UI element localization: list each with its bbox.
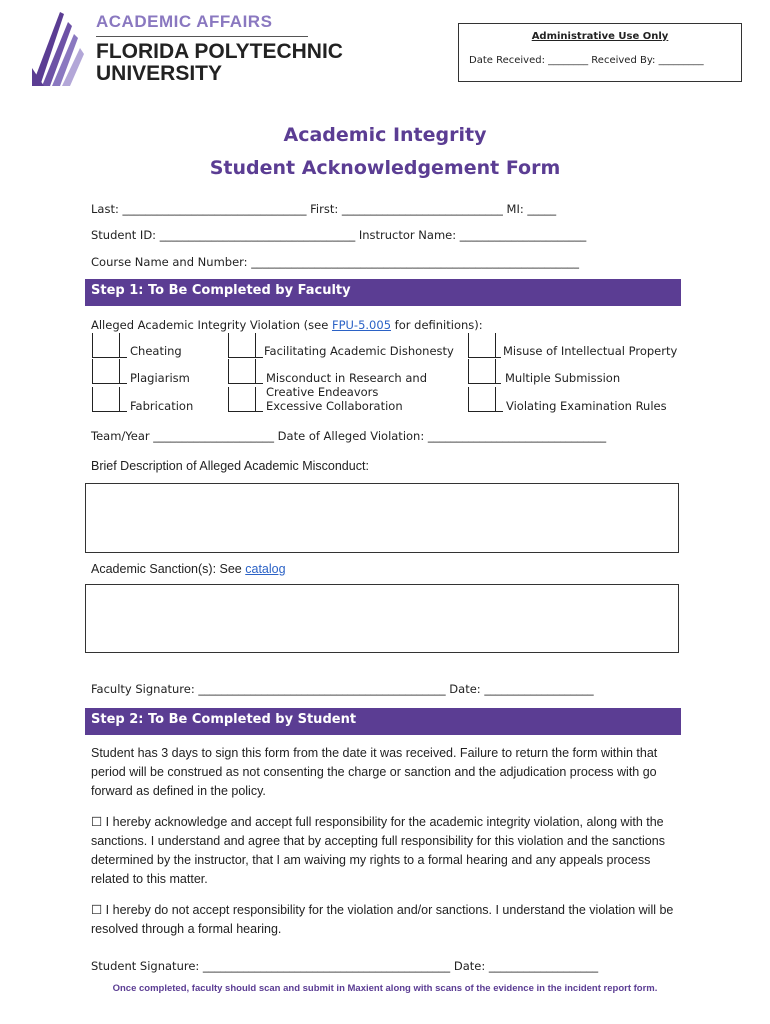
- catalog-link[interactable]: catalog: [245, 562, 286, 576]
- step1-header-label: Step 1: To Be Completed by Faculty: [91, 283, 351, 298]
- option-fabrication-label: Fabrication: [130, 399, 194, 413]
- option-misconduct-label-cont: Creative Endeavors: [266, 385, 379, 399]
- description-label: Brief Description of Alleged Academic Misconduct:: [91, 459, 369, 473]
- sanction-prefix: Academic Sanction(s): See: [91, 562, 246, 576]
- faculty-signature-fields[interactable]: Faculty Signature: ___________________________________________ Date: ___________________: [91, 682, 594, 696]
- course-field[interactable]: Course Name and Number: _________________________________________________________: [91, 255, 579, 269]
- checkbox-multiple-submission[interactable]: [468, 359, 496, 384]
- violation-suffix: for definitions):: [391, 318, 483, 332]
- option-collaboration-label: Excessive Collaboration: [266, 399, 403, 413]
- step2-header: [85, 708, 681, 735]
- team-date-fields[interactable]: Team/Year _____________________ Date of Alleged Violation: _______________________________: [91, 429, 607, 443]
- sanction-label: [91, 562, 286, 576]
- checkbox-underline: [255, 383, 263, 384]
- checkbox-fabrication[interactable]: [92, 387, 120, 412]
- accept-responsibility-option[interactable]: ☐ I hereby acknowledge and accept full responsibility for the academic integrity violation, along with the sanctions. I understand and agree that by accepting full responsibility for this violation and the sanctions determined by the instructor, that I am waiving my rights to a formal hearing and any appeals process related to this matter.: [91, 815, 665, 886]
- form-title: Academic Integrity: [283, 124, 487, 146]
- sanction-textarea[interactable]: [85, 584, 679, 653]
- student-signature-fields[interactable]: Student Signature: ___________________________________________ Date: ___________________: [91, 959, 599, 973]
- checkbox-underline: [255, 357, 263, 358]
- checkbox-misuse[interactable]: [468, 333, 496, 358]
- form-subtitle: Student Acknowledgement Form: [209, 157, 561, 179]
- option-misconduct-label: Misconduct in Research and: [266, 371, 428, 385]
- step1-header: [85, 279, 681, 306]
- checkbox-collaboration[interactable]: [228, 387, 256, 412]
- logo-university-word: UNIVERSITY: [96, 62, 223, 85]
- option-multiple-label: Multiple Submission: [505, 371, 621, 385]
- logo-university-name: FLORIDA POLYTECHNIC: [96, 40, 343, 63]
- checkbox-underline: [495, 383, 501, 384]
- checkbox-underline: [495, 357, 501, 358]
- footer-instructions: Once completed, faculty should scan and submit in Maxient along with scans of the evidence in the incident report form.: [112, 983, 658, 994]
- option-cheating-label: Cheating: [130, 344, 182, 358]
- admin-use-box: [458, 23, 742, 82]
- admin-use-title: Administrative Use Only: [531, 31, 669, 42]
- checkbox-underline: [119, 357, 127, 358]
- option-exam-label: Violating Examination Rules: [506, 399, 667, 413]
- checkbox-cheating[interactable]: [92, 333, 120, 358]
- option-plagiarism-label: Plagiarism: [130, 371, 190, 385]
- policy-link[interactable]: FPU-5.005: [331, 318, 392, 332]
- checkbox-underline: [255, 411, 263, 412]
- university-logo-icon: [30, 8, 86, 88]
- logo-divider: [96, 36, 308, 37]
- violation-prompt: [91, 318, 483, 332]
- violation-prefix: Alleged Academic Integrity Violation (see: [91, 318, 332, 332]
- checkbox-underline: [495, 411, 503, 412]
- checkbox-misconduct[interactable]: [228, 359, 256, 384]
- option-misuse-label: Misuse of Intellectual Property: [503, 344, 678, 358]
- option-facilitating-label: Facilitating Academic Dishonesty: [264, 344, 454, 358]
- checkbox-plagiarism[interactable]: [92, 359, 120, 384]
- student-name-fields[interactable]: Last: ________________________________ First: ____________________________ MI: _____: [91, 202, 557, 216]
- student-instructions: Student has 3 days to sign this form from the date it was received. Failure to return the form within that period will be construed as not consenting the charge or sanction and the adjudication process with go forward as defined in the policy.: [91, 746, 658, 798]
- checkbox-underline: [119, 383, 127, 384]
- decline-responsibility-option[interactable]: ☐ I hereby do not accept responsibility for the violation and/or sanctions. I understand the violation will be resolved through a formal hearing.: [91, 903, 674, 936]
- description-textarea[interactable]: [85, 483, 679, 553]
- step2-header-label: Step 2: To Be Completed by Student: [91, 712, 357, 727]
- student-id-instructor-fields[interactable]: Student ID: __________________________________ Instructor Name: ______________________: [91, 228, 587, 242]
- checkbox-underline: [119, 411, 127, 412]
- checkbox-exam-rules[interactable]: [468, 387, 496, 412]
- admin-received-fields[interactable]: Date Received: ________ Received By: _________: [469, 55, 704, 66]
- checkbox-facilitating[interactable]: [228, 333, 256, 358]
- logo-department: ACADEMIC AFFAIRS: [96, 12, 273, 31]
